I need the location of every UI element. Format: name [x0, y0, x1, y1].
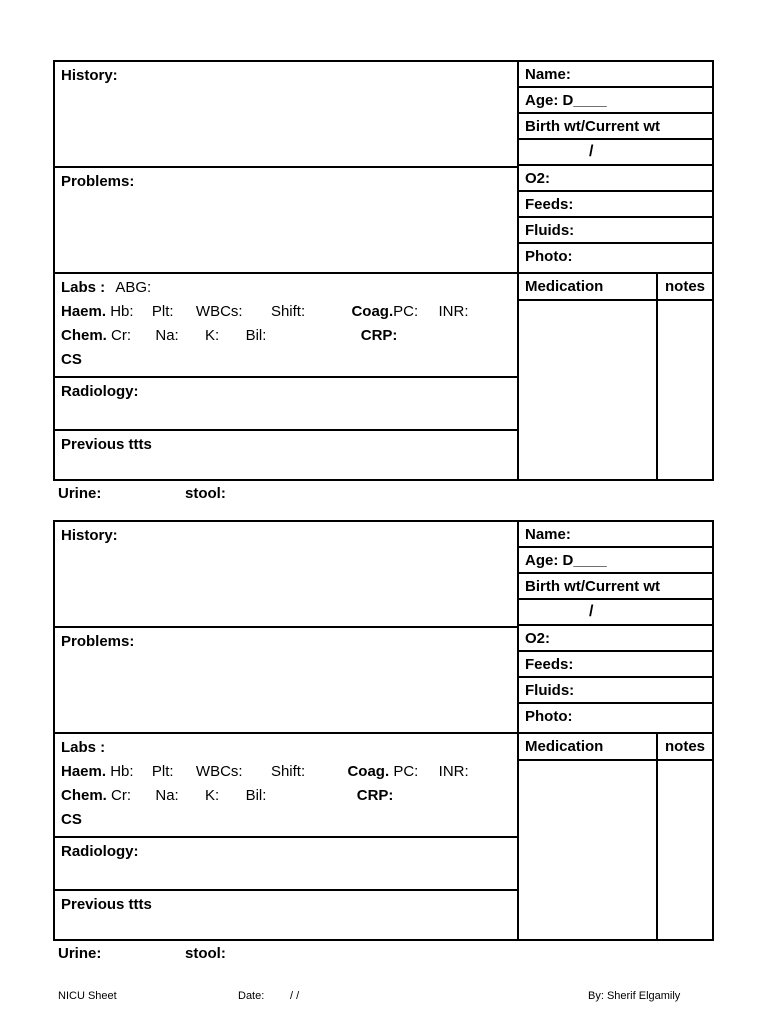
photo-label: Photo: [525, 248, 573, 265]
medication-divider [656, 274, 658, 481]
haem-label: Haem. [61, 303, 107, 320]
birth-wt-label: Birth wt/Current wt [525, 118, 660, 135]
weight-values-field[interactable] [519, 600, 714, 626]
abg-label: ABG: [115, 279, 152, 296]
labs-line-chem [61, 327, 397, 344]
name-label: Name: [525, 66, 571, 83]
labs-box[interactable] [55, 734, 517, 838]
medication-header [519, 734, 714, 761]
labs-label: Labs : [61, 279, 106, 296]
footer-date-value: / / [290, 990, 300, 1002]
bil-label: Bil: [245, 787, 267, 804]
nicu-sheet-1 [53, 60, 714, 481]
notes-label: notes [665, 738, 706, 755]
photo-field[interactable] [519, 704, 714, 734]
medication-divider [656, 734, 658, 941]
left-column [55, 62, 519, 479]
feeds-label: Feeds: [525, 656, 574, 673]
fluids-field[interactable] [519, 218, 714, 244]
photo-label: Photo: [525, 708, 573, 725]
previous-ttts-label: Previous ttts [61, 436, 152, 453]
o2-field[interactable] [519, 626, 714, 652]
feeds-field[interactable] [519, 652, 714, 678]
bil-label: Bil: [245, 327, 267, 344]
stool-label: stool: [185, 485, 226, 502]
photo-field[interactable] [519, 244, 714, 274]
weight-separator: / [589, 143, 594, 160]
birth-wt-field[interactable] [519, 114, 714, 140]
wbcs-label: WBCs: [195, 763, 243, 780]
cs-label: CS [61, 811, 82, 828]
radiology-label: Radiology: [61, 843, 139, 860]
coag-label: Coag. [351, 303, 394, 320]
stool-label: stool: [185, 945, 226, 962]
cr-label: Cr: [111, 327, 132, 344]
radiology-label: Radiology: [61, 383, 139, 400]
feeds-field[interactable] [519, 192, 714, 218]
pc-label: PC: [393, 763, 419, 780]
labs-line-1 [61, 739, 105, 756]
fluids-label: Fluids: [525, 222, 575, 239]
notes-label: notes [665, 278, 706, 295]
birth-wt-field[interactable] [519, 574, 714, 600]
name-label: Name: [525, 526, 571, 543]
o2-field[interactable] [519, 166, 714, 192]
right-column [519, 522, 714, 939]
problems-box[interactable] [55, 168, 517, 274]
nicu-sheet-2 [53, 520, 714, 941]
labs-box[interactable] [55, 274, 517, 378]
labs-label: Labs : [61, 739, 106, 756]
problems-box[interactable] [55, 628, 517, 734]
birth-wt-label: Birth wt/Current wt [525, 578, 660, 595]
fluids-label: Fluids: [525, 682, 575, 699]
wbcs-label: WBCs: [195, 303, 243, 320]
right-column [519, 62, 714, 479]
history-label: History: [61, 67, 118, 84]
hb-label: Hb: [110, 763, 134, 780]
previous-ttts-label: Previous ttts [61, 896, 152, 913]
footer-date-label: Date: [238, 990, 265, 1002]
na-label: Na: [155, 787, 179, 804]
radiology-box[interactable] [55, 378, 517, 431]
previous-ttts-box[interactable] [55, 891, 517, 941]
name-field[interactable] [519, 522, 714, 548]
age-field[interactable] [519, 548, 714, 574]
weight-values-field[interactable] [519, 140, 714, 166]
chem-label: Chem. [61, 787, 107, 804]
age-label: Age: D____ [525, 552, 607, 569]
age-label: Age: D____ [525, 92, 607, 109]
history-box[interactable] [55, 522, 517, 628]
k-label: K: [205, 327, 220, 344]
radiology-box[interactable] [55, 838, 517, 891]
crp-label: CRP: [356, 787, 394, 804]
haem-label: Haem. [61, 763, 107, 780]
cs-label: CS [61, 351, 82, 368]
coag-label: Coag. [347, 763, 390, 780]
chem-label: Chem. [61, 327, 107, 344]
hb-label: Hb: [110, 303, 134, 320]
history-label: History: [61, 527, 118, 544]
urine-label: Urine: [58, 945, 102, 962]
problems-label: Problems: [61, 633, 135, 650]
labs-line-1 [61, 279, 151, 296]
inr-label: INR: [438, 763, 469, 780]
labs-line-haem [61, 763, 469, 780]
footer-sheet-label: NICU Sheet [58, 990, 117, 1002]
name-field[interactable] [519, 62, 714, 88]
o2-label: O2: [525, 630, 551, 647]
k-label: K: [205, 787, 220, 804]
history-box[interactable] [55, 62, 517, 168]
medication-label: Medication [525, 738, 604, 755]
medication-header [519, 274, 714, 301]
weight-separator: / [589, 603, 594, 620]
urine-label: Urine: [58, 485, 102, 502]
na-label: Na: [155, 327, 179, 344]
footer-author: By: Sherif Elgamily [588, 990, 681, 1002]
plt-label: Plt: [151, 303, 174, 320]
age-field[interactable] [519, 88, 714, 114]
left-column [55, 522, 519, 939]
inr-label: INR: [438, 303, 469, 320]
crp-label: CRP: [360, 327, 398, 344]
problems-label: Problems: [61, 173, 135, 190]
cr-label: Cr: [111, 787, 132, 804]
plt-label: Plt: [151, 763, 174, 780]
fluids-field[interactable] [519, 678, 714, 704]
shift-label: Shift: [270, 303, 306, 320]
pc-label: PC: [393, 303, 419, 320]
feeds-label: Feeds: [525, 196, 574, 213]
o2-label: O2: [525, 170, 551, 187]
previous-ttts-box[interactable] [55, 431, 517, 481]
labs-line-haem [61, 303, 469, 320]
labs-line-chem [61, 787, 393, 804]
medication-label: Medication [525, 278, 604, 295]
shift-label: Shift: [270, 763, 306, 780]
